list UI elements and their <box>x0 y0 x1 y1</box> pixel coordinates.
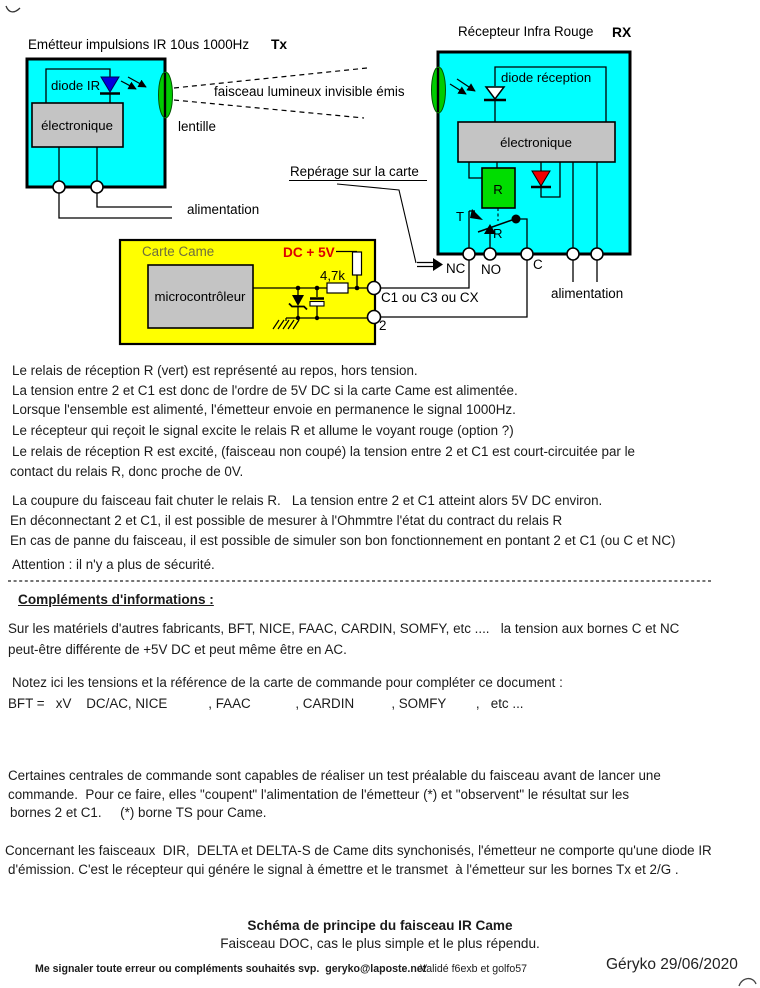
rx-power-stubs <box>573 260 597 282</box>
series-resistor-icon <box>327 283 348 293</box>
body-line: Le relais de réception R (vert) est représenté au repos, hors tension. <box>12 363 418 378</box>
footer-validated: Validé f6exb et golfo57 <box>420 963 527 975</box>
terminal-c-label: C <box>533 257 543 272</box>
complements-line: peut-être différente de +5V DC et peut même être en AC. <box>8 642 347 657</box>
tx-terminal <box>91 181 103 193</box>
body-line: Lorsque l'ensemble est alimenté, l'émetteur envoie en permanence le signal 1000Hz. <box>12 402 516 417</box>
rx-diode-label: diode réception <box>501 70 592 85</box>
rx-terminal-power <box>567 248 579 260</box>
terminal-2-label: 2 <box>379 318 387 333</box>
pointer-arrow-icon <box>417 258 443 271</box>
rx-title: Récepteur Infra Rouge <box>458 24 594 39</box>
paragraph-line: d'émission. C'est le récepteur qui génére le signal à émettre et le transmet à l'émetteur sur les bornes Tx et 2/G . <box>8 862 679 877</box>
contact-r-label: R <box>493 226 503 241</box>
node-dot <box>355 286 360 291</box>
paragraph-line: bornes 2 et C1. (*) borne TS pour Came. <box>10 805 267 820</box>
pen-mark-top-left <box>6 6 20 12</box>
pen-mark-bottom-right <box>739 979 756 986</box>
complements-line: BFT = xV DC/AC, NICE , FAAC , CARDIN , SOMFY , etc ... <box>8 696 524 711</box>
complements-line: Sur les matériels d'autres fabricants, BFT, NICE, FAAC, CARDIN, SOMFY, etc .... la tension aux bornes C et NC <box>8 621 680 636</box>
rx-power-label: alimentation <box>551 286 624 301</box>
rx-electronics-label: électronique <box>500 135 572 150</box>
tx-title: Emétteur impulsions IR 10us 1000Hz <box>28 37 250 52</box>
body-line: La coupure du faisceau fait chuter le relais R. La tension entre 2 et C1 atteint alors 5V DC environ. <box>12 493 603 508</box>
body-line: Le relais de réception R est excité, (faisceau non coupé) la tension entre 2 et C1 est court-circuitée par le <box>12 444 635 459</box>
mcu-label: microcontrôleur <box>154 289 246 304</box>
terminal-no-label: NO <box>481 262 502 277</box>
rx-terminal-c <box>521 248 533 260</box>
terminal-c1-label: C1 ou C3 ou CX <box>381 290 479 305</box>
tx-diode-label: diode IR <box>51 78 101 93</box>
pointer-label: Repérage sur la carte <box>290 164 419 179</box>
footer-contact: Me signaler toute erreur ou compléments souhaités svp. geryko@laposte.net <box>35 963 427 975</box>
body-line: En déconnectant 2 et C1, il est possible de mesurer à l'Ohmmtre l'état du contract du relais R <box>10 513 563 528</box>
tx-power-label: alimentation <box>187 202 260 217</box>
card-terminal-c1 <box>368 282 381 295</box>
rx-tag: RX <box>612 25 632 40</box>
pullup-resistor-icon <box>353 252 362 275</box>
tx-terminal <box>53 181 65 193</box>
rx-terminal-no <box>484 248 496 260</box>
relay-label: R <box>493 182 503 197</box>
body-line: contact du relais R, donc proche de 0V. <box>10 464 244 479</box>
body-line: La tension entre 2 et C1 est donc de l'ordre de 5V DC si la carte Came est alimentée. <box>12 383 518 398</box>
footer-signature: Géryko 29/06/2020 <box>606 956 738 973</box>
tx-tag: Tx <box>271 37 288 52</box>
body-line: Le récepteur qui reçoit le signal excite le relais R et allume le voyant rouge (option ?) <box>12 423 514 438</box>
complements-line: Notez ici les tensions et la référence de la carte de commande pour compléter ce document : <box>12 675 563 690</box>
supply-label: DC + 5V <box>283 245 335 260</box>
complements-heading: Compléments d'informations : <box>18 592 214 607</box>
caption-subtitle: Faisceau DOC, cas le plus simple et le plus répendu. <box>220 936 540 951</box>
body-line: En cas de panne du faisceau, il est possible de simuler son bon fonctionnement en pontant 2 et C1 (ou C et NC) <box>10 533 676 548</box>
paragraph-line: Certaines centrales de commande sont capables de réaliser un test préalable du faisceau avant de lancer une <box>8 768 661 783</box>
lens-label: lentille <box>178 119 216 134</box>
caption-title: Schéma de principe du faisceau IR Came <box>247 918 513 933</box>
node-dot <box>296 316 300 320</box>
came-card-title: Carte Came <box>142 244 215 259</box>
contact-t-label: T <box>456 209 465 224</box>
paragraph-line: commande. Pour ce faire, elles "coupent" l'alimentation de l'émetteur (*) et "observent" le résultat sur les <box>8 787 630 802</box>
terminal-nc-label: NC <box>446 261 466 276</box>
resistor-value-label: 4,7k <box>320 268 345 283</box>
rx-terminal-nc <box>463 248 475 260</box>
beam-label: faisceau lumineux invisible émis <box>214 84 405 99</box>
rx-terminal-power <box>591 248 603 260</box>
paragraph-line: Concernant les faisceaux DIR, DELTA et DELTA-S de Came dits synchonisés, l'émetteur ne comporte qu'une diode IR <box>5 843 712 858</box>
body-line: Attention : il n'y a plus de sécurité. <box>12 557 215 572</box>
tx-electronics-label: électronique <box>41 118 113 133</box>
